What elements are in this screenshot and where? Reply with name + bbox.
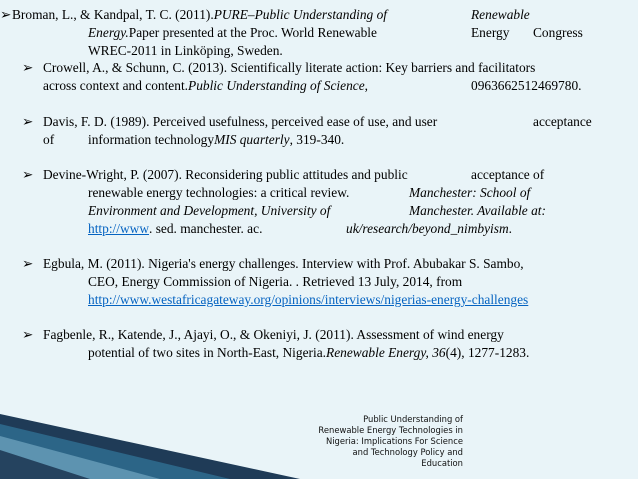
reference-text: , 319-340. bbox=[289, 131, 345, 147]
bullet-arrow-icon: ➢ bbox=[22, 167, 34, 183]
reference-line bbox=[0, 59, 638, 77]
reference-text: uk/research/beyond_nimbyism bbox=[346, 220, 509, 236]
footer-line: Education bbox=[421, 457, 463, 468]
reference-text: Devine-Wright, P. (2007). Reconsidering public attitudes and public bbox=[43, 167, 408, 183]
reference-text: Renewable bbox=[471, 7, 530, 22]
footer-line: Renewable Energy Technologies in bbox=[318, 424, 463, 435]
reference-text: CEO, Energy Commission of Nigeria. . Retrieved 13 July, 2014, from bbox=[88, 273, 463, 289]
reference-text: renewable energy technologies: a critical review. bbox=[88, 184, 350, 200]
reference-line bbox=[0, 184, 638, 202]
reference-line bbox=[0, 202, 638, 220]
reference-text: Congress bbox=[533, 24, 583, 40]
reference-text: Energy. bbox=[88, 24, 129, 40]
reference-text: Broman, L., & Kandpal, T. C. (2011). bbox=[12, 7, 214, 22]
reference-davis bbox=[0, 113, 638, 166]
reference-line bbox=[0, 166, 638, 184]
reference-text: of bbox=[43, 131, 55, 147]
reference-text: . sed. manchester. ac. bbox=[149, 220, 263, 236]
reference-text: information technology bbox=[88, 131, 215, 147]
reference-egbula bbox=[0, 255, 638, 326]
reference-text: PURE–Public Understanding of bbox=[213, 7, 388, 22]
bullet-arrow-icon: ➢ bbox=[22, 113, 34, 129]
reference-text: Energy bbox=[471, 24, 510, 40]
reference-text: Paper presented at the Proc. World Renewable bbox=[128, 24, 377, 40]
reference-text: Egbula, M. (2011). Nigeria's energy challenges. Interview with Prof. Abubakar S. Sambo, bbox=[43, 256, 524, 272]
corner-decoration bbox=[0, 414, 300, 479]
reference-text: Davis, F. D. (1989). Perceived usefulness, perceived ease of use, and user bbox=[43, 113, 438, 129]
reference-line bbox=[0, 344, 638, 362]
reference-line bbox=[0, 113, 638, 131]
reference-text: Public Understanding of Science bbox=[188, 78, 365, 94]
bullet-arrow-icon: ➢ bbox=[22, 60, 34, 76]
reference-text: acceptance of bbox=[471, 167, 545, 183]
reference-text: WREC-2011 in Linköping, Sweden. bbox=[88, 42, 283, 58]
slide-footer bbox=[303, 414, 463, 469]
reference-text: across context and content. bbox=[43, 78, 189, 94]
reference-broman bbox=[0, 6, 638, 59]
reference-text: , bbox=[364, 78, 369, 94]
bullet-arrow-icon: ➢ bbox=[22, 327, 34, 343]
bullet-arrow-icon: ➢ bbox=[22, 256, 34, 272]
footer-line: Nigeria: Implications For Science bbox=[325, 435, 463, 446]
reference-line bbox=[0, 255, 638, 273]
reference-text: Environment and Development, University of bbox=[88, 202, 331, 218]
reference-text: Manchester. Available at: bbox=[409, 202, 546, 218]
reference-crowell bbox=[0, 59, 638, 112]
footer-line: and Technology Policy and bbox=[352, 446, 463, 457]
reference-line bbox=[0, 131, 638, 149]
reference-line bbox=[0, 24, 638, 42]
reference-text: 0. bbox=[571, 78, 582, 94]
bullet-arrow-icon: ➢ bbox=[0, 7, 12, 22]
reference-link[interactable]: http://www bbox=[88, 220, 150, 236]
reference-text: (4), 1277-1283. bbox=[445, 345, 530, 361]
reference-text: Crowell, A., & Schunn, C. (2013). Scientifically literate action: Key barriers and facilitators bbox=[43, 60, 536, 76]
reference-text: Renewable Energy, 36 bbox=[326, 345, 446, 361]
reference-text: 096366251246978 bbox=[471, 78, 572, 94]
reference-text: MIS quarterly bbox=[214, 131, 290, 147]
reference-line bbox=[0, 220, 638, 238]
footer-line: Public Understanding of bbox=[363, 414, 463, 424]
reference-text: acceptance bbox=[533, 113, 592, 129]
reference-text: potential of two sites in North-East, Nigeria. bbox=[88, 345, 327, 361]
reference-fagbenle bbox=[0, 326, 638, 362]
reference-line bbox=[0, 6, 638, 24]
reference-link[interactable]: http://www.westafricagateway.org/opinions/interviews/nigerias-energy-challenges bbox=[88, 291, 529, 307]
reference-devine bbox=[0, 166, 638, 255]
reference-line bbox=[0, 77, 638, 95]
reference-list bbox=[0, 6, 638, 362]
reference-text: Manchester: School of bbox=[409, 184, 531, 200]
reference-line bbox=[0, 291, 638, 309]
reference-text: . bbox=[508, 220, 512, 236]
reference-line bbox=[0, 273, 638, 291]
reference-line bbox=[0, 42, 638, 60]
reference-line bbox=[0, 326, 638, 344]
reference-text: Fagbenle, R., Katende, J., Ajayi, O., & Okeniyi, J. (2011). Assessment of wind energy bbox=[43, 327, 504, 343]
